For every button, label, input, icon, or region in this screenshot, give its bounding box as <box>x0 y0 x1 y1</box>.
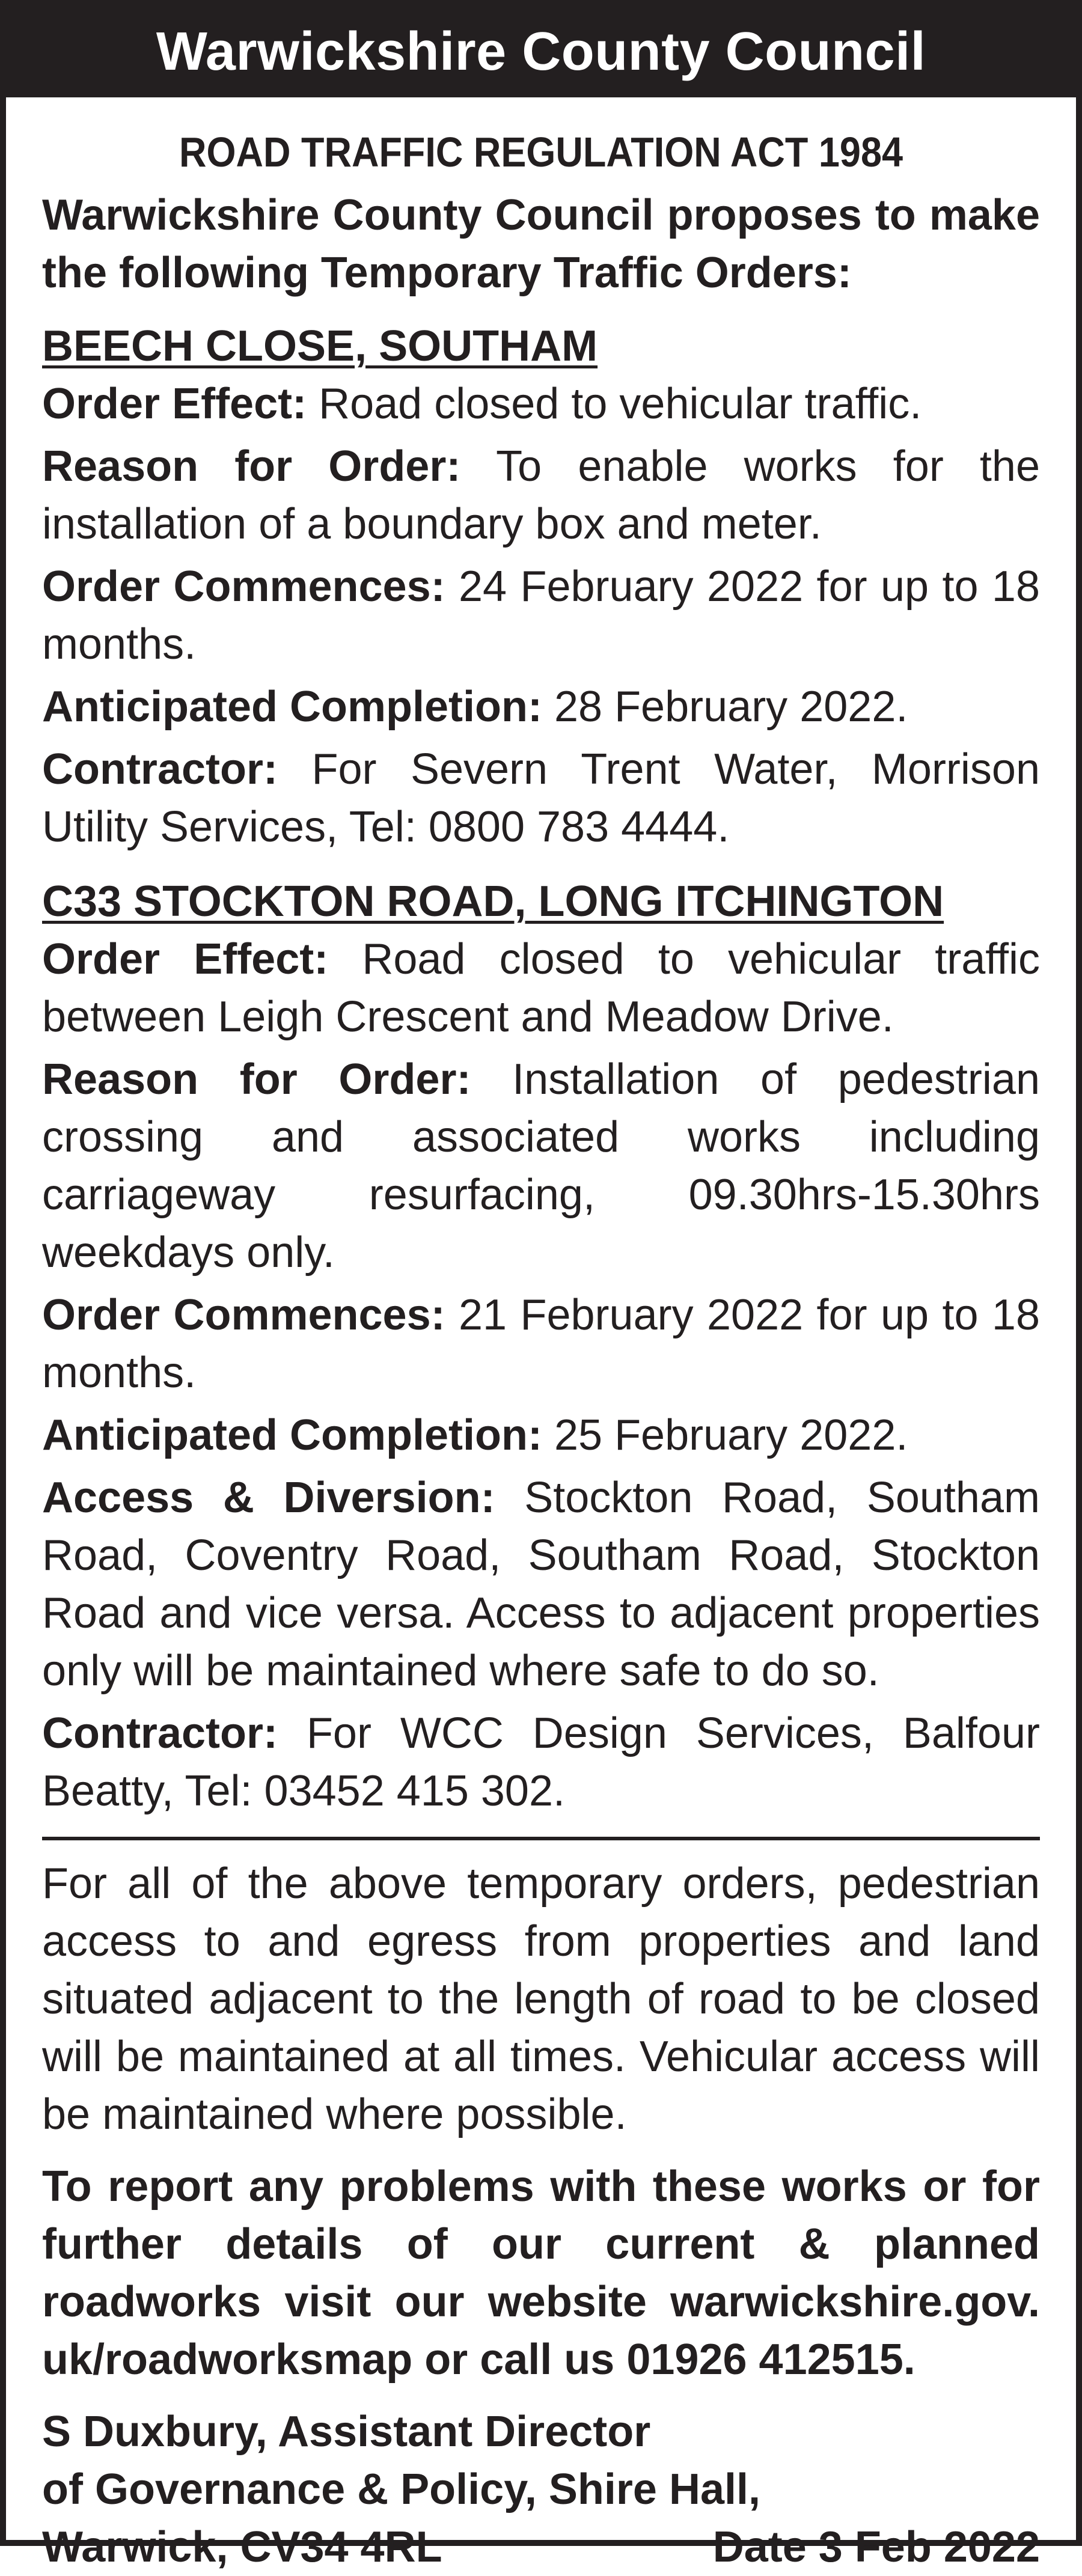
council-title: Warwickshire County Council <box>156 21 926 82</box>
field-value: 24 February 2022 for up to 18 months. <box>42 563 1040 668</box>
contractor-field <box>42 740 1040 856</box>
notice-header <box>6 6 1076 97</box>
completion-field <box>42 1406 1040 1464</box>
act-title: ROAD TRAFFIC REGULATION ACT 1984 <box>179 129 903 175</box>
field-label: Anticipated Completion: <box>42 683 542 731</box>
field-value: To enable works for the installation of a boundary box and meter. <box>42 442 1040 548</box>
field-label: Access & Diversion: <box>42 1474 495 1522</box>
reason-field <box>42 1051 1040 1281</box>
field-label: Contractor: <box>42 745 278 793</box>
field-label: Order Effect: <box>42 380 307 428</box>
field-label: Contractor: <box>42 1709 278 1757</box>
field-value: 21 February 2022 for up to 18 months. <box>42 1291 1040 1397</box>
field-value: Installation of pedestrian crossing and associated works including carriageway resurfacing, 09.30hrs-15.30hrs weekdays only. <box>42 1055 1040 1277</box>
section-heading: C33 STOCKTON ROAD, LONG ITCHINGTON <box>42 877 944 926</box>
field-label: Reason for Order: <box>42 442 461 490</box>
signature-line-3 <box>42 2518 1040 2576</box>
intro-text: Warwickshire County Council proposes to make the following Temporary Traffic Orders: <box>42 191 1040 297</box>
field-label: Reason for Order: <box>42 1055 471 1103</box>
signature-line-2: of Governance & Policy, Shire Hall, <box>42 2465 761 2513</box>
order-section-stockton-road <box>42 873 1040 1820</box>
signature-line-1: S Duxbury, Assistant Director <box>42 2408 651 2456</box>
access-diversion-field <box>42 1469 1040 1700</box>
notice-body <box>6 97 1076 2576</box>
field-value: For Severn Trent Water, Morrison Utility Services, Tel: 0800 783 4444. <box>42 745 1040 851</box>
commences-field <box>42 558 1040 673</box>
contractor-field <box>42 1705 1040 1820</box>
field-label: Order Commences: <box>42 563 445 611</box>
order-effect-field <box>42 375 1040 433</box>
field-value: Stockton Road, Southam Road, Coventry Road, Southam Road, Stockton Road and vice versa. Access to adjacent properties only will be maintained where safe to do so. <box>42 1474 1040 1695</box>
order-section-beech-close <box>42 317 1040 856</box>
completion-field <box>42 678 1040 736</box>
field-label: Order Commences: <box>42 1291 445 1339</box>
notice-date: Date 3 Feb 2022 <box>712 2523 1040 2571</box>
address-text: Warwick, CV34 4RL <box>42 2523 442 2571</box>
commences-field <box>42 1286 1040 1402</box>
field-label: Order Effect: <box>42 935 329 983</box>
field-value: 28 February 2022. <box>542 683 908 731</box>
field-value: For WCC Design Services, Balfour Beatty, Tel: 03452 415 302. <box>42 1709 1040 1815</box>
general-note: For all of the above temporary orders, pedestrian access to and egress from properties and land situated adjacent to the length of road to be closed will be maintained at all times. Vehicular access will be maintained where possible. <box>42 1860 1040 2138</box>
report-note: To report any problems with these works or for further details of our current & planned roadworks visit our website warwickshire.gov. uk/roadworksmap or call us 01926 412515. <box>42 2162 1040 2384</box>
order-effect-field <box>42 930 1040 1046</box>
reason-field <box>42 438 1040 553</box>
field-label: Anticipated Completion: <box>42 1411 542 1459</box>
field-value: 25 February 2022. <box>542 1411 908 1459</box>
divider <box>42 1837 1040 1840</box>
section-heading: BEECH CLOSE, SOUTHAM <box>42 322 598 370</box>
field-value: Road closed to vehicular traffic. <box>307 380 922 428</box>
signature-block <box>42 2403 1040 2576</box>
field-value: Road closed to vehicular traffic between Leigh Crescent and Meadow Drive. <box>42 935 1041 1041</box>
